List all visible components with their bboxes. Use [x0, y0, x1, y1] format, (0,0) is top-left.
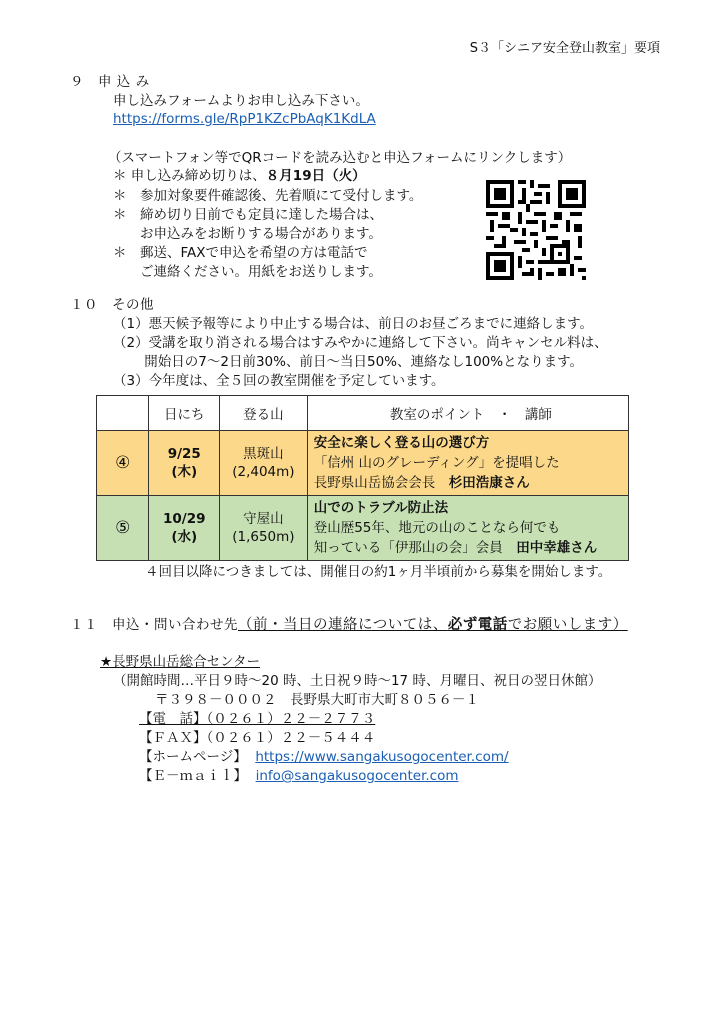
note-1: ＊ 参加対象要件確認後、先着順にて受付します。 [113, 188, 423, 204]
web-label: 【ホームページ】 [139, 749, 247, 765]
date-value: 10/29 [163, 511, 206, 527]
note-5: ご連絡ください。用紙をお送りします。 [113, 264, 382, 280]
section9-heading: ９ 申 込 み [70, 74, 150, 90]
phone-notice [238, 617, 628, 633]
document-header-title: S３「シニア安全登山教室」要項 [469, 41, 660, 56]
lecturer-line [314, 473, 628, 493]
tel-number: （０２６１）２２－２７７３ [206, 711, 376, 727]
phone-notice-close: でお願いします） [507, 617, 628, 633]
section10-heading: １０ その他 [70, 297, 154, 313]
phone-notice-open: （前・当日の連絡については、 [238, 617, 448, 633]
row-mountain [220, 496, 308, 561]
web-line [139, 748, 509, 766]
tel-label: 【電 話】 [139, 711, 207, 727]
mountain-name: 守屋山 [243, 511, 284, 527]
section9-intro: 申し込みフォームよりお申し込み下さい。 [113, 93, 369, 109]
fax-label: 【ＦＡＸ】 [139, 730, 207, 746]
row-point [307, 431, 628, 496]
org-name: ★長野県山岳総合センター [100, 654, 261, 670]
lecturer-org: 長野県山岳協会会長 [313, 475, 449, 491]
schedule-table [96, 395, 629, 561]
note-2: ＊ 締め切り日前でも定員に達した場合は、 [113, 207, 383, 223]
header-point: 教室のポイント ・ 講師 [307, 396, 628, 431]
row-mountain [220, 431, 308, 496]
address: 〒３９８－０００２ 長野県大町市大町８０５６－１ [155, 692, 479, 708]
row-number: ⑤ [97, 496, 149, 561]
lecturer-org: 知っている「伊那山の会」会員 [313, 540, 517, 556]
other-item-3: （3）今年度は、全５回の教室開催を予定しています。 [113, 373, 445, 389]
email-link[interactable]: info@sangakusogocenter.com [255, 768, 459, 784]
date-value: 9/25 [167, 446, 201, 462]
header-mountain: 登る山 [220, 396, 308, 431]
point-desc: 登山歴55年、地元の山のことなら何でも [313, 520, 561, 536]
table-row [97, 431, 629, 496]
table-row [97, 496, 629, 561]
note-3: お申込みをお断りする場合があります。 [113, 226, 382, 242]
website-link[interactable]: https://www.sangakusogocenter.com/ [255, 749, 509, 765]
row-point [307, 496, 628, 561]
deadline-line [113, 167, 366, 185]
form-link[interactable]: https://forms.gle/RpP1KZcPbAqK1KdLA [113, 111, 376, 127]
row-number: ④ [97, 431, 149, 496]
section11-heading: １１ 申込・問い合わせ先 [70, 617, 238, 633]
fax-line [139, 729, 375, 747]
point-desc: 「信州 山のグレーディング」を提唱した [313, 455, 560, 471]
point-title: 安全に楽しく登る山の選び方 [313, 435, 490, 451]
mountain-elevation: (2,404m) [232, 464, 295, 480]
other-item-1: （1）悪天候予報等により中止する場合は、前日のお昼ごろまでに連絡します。 [113, 316, 594, 332]
point-title: 山でのトラブル防止法 [313, 500, 449, 516]
phone-notice-bold: 必ず電話 [447, 617, 508, 633]
qr-note: （スマートフォン等でQRコードを読み込むと申込フォームにリンクします） [108, 150, 572, 166]
weekday-value: (木) [171, 464, 198, 480]
table-header-row [97, 396, 629, 431]
other-item-2: （2）受講を取り消される場合はすみやかに連絡して下さい。尚キャンセル料は、 [113, 335, 608, 351]
email-label: 【Ｅ－ｍａｉｌ】 [139, 768, 247, 784]
row-date [149, 431, 220, 496]
tel-line [139, 710, 375, 728]
lecturer-name: 田中幸雄さん [516, 540, 598, 556]
other-item-2-cont: 開始日の7～2日前30%、前日～当日50%、連絡なし100%となります。 [113, 354, 583, 370]
mountain-elevation: (1,650m) [232, 529, 295, 545]
mountain-name: 黒斑山 [243, 446, 284, 462]
deadline-date: ８月19日（火） [265, 168, 366, 184]
lecturer-name: 杉田浩康さん [448, 475, 530, 491]
fax-number: （０２６１）２２－５４４４ [206, 730, 376, 746]
opening-hours: （開館時間…平日９時～20 時、土日祝９時～17 時、月曜日、祝日の翌日休館） [113, 673, 602, 689]
lecturer-line [314, 538, 628, 558]
email-line [139, 767, 459, 785]
weekday-value: (水) [171, 529, 198, 545]
header-date: 日にち [149, 396, 220, 431]
header-no [97, 396, 149, 431]
qr-code-icon[interactable] [486, 180, 586, 280]
note-4: ＊ 郵送、FAXで申込を希望の方は電話で [113, 245, 368, 261]
deadline-prefix: ＊ 申し込み締め切りは、 [113, 168, 266, 184]
after-table-note: ４回目以降につきましては、開催日の約1ヶ月半頃前から募集を開始します。 [145, 564, 612, 580]
section11-line [70, 616, 628, 634]
row-date [149, 496, 220, 561]
